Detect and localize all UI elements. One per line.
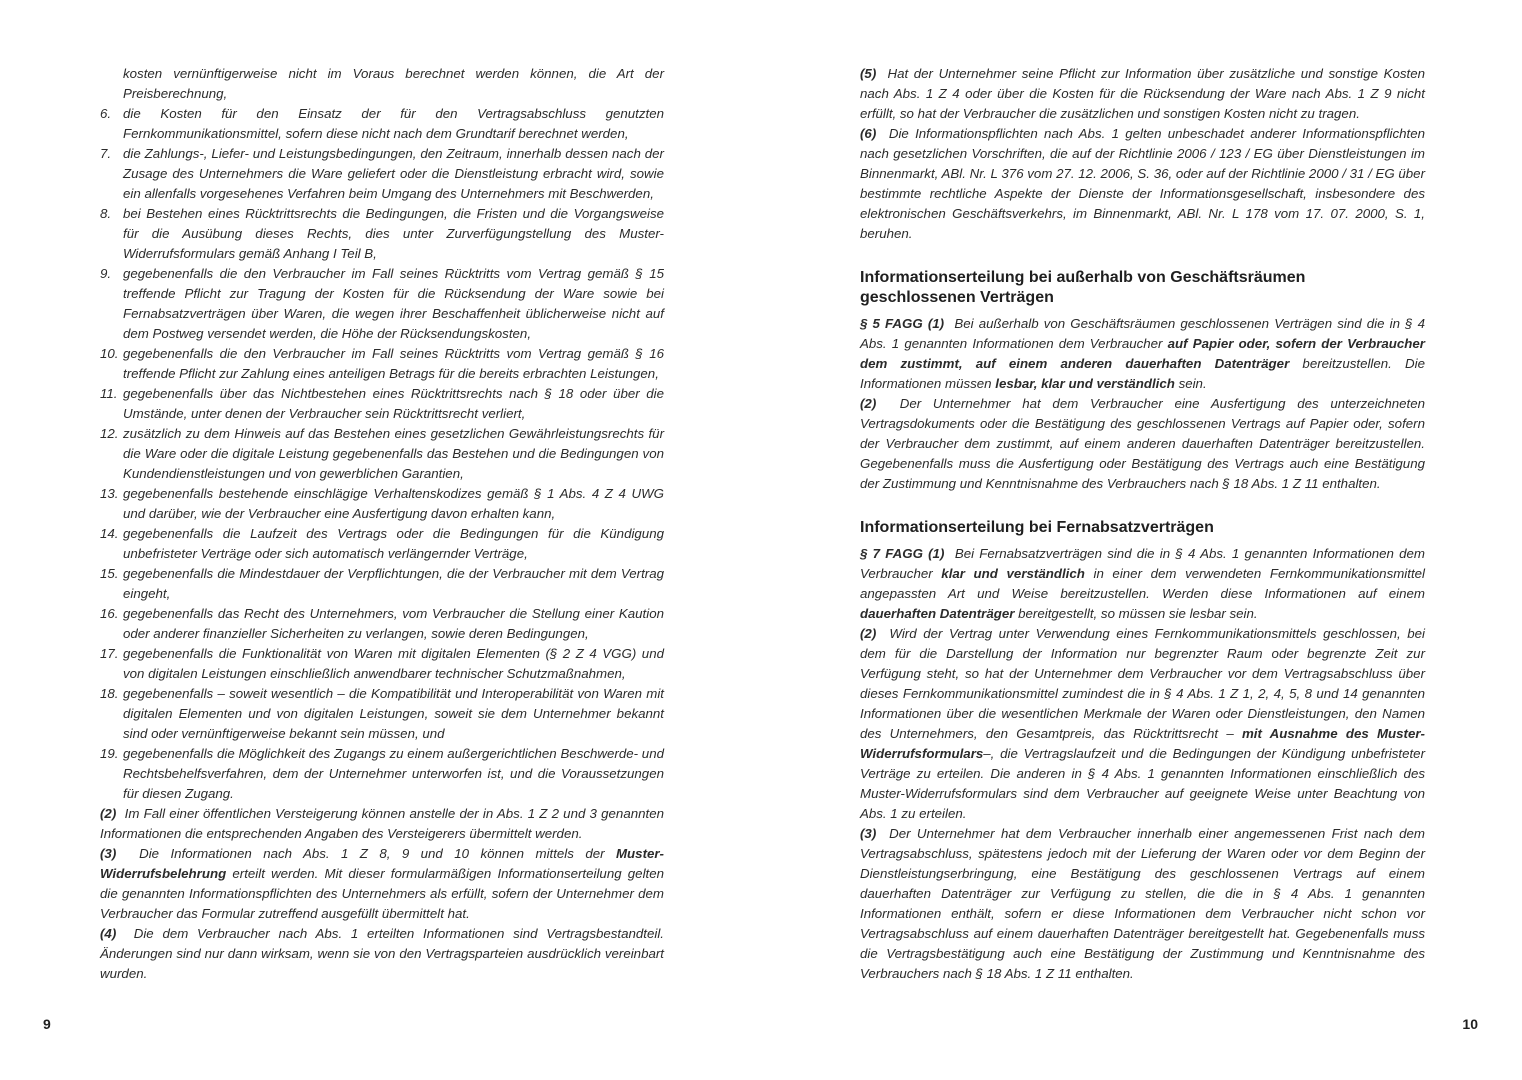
left-page — [100, 64, 664, 984]
paragraph-s7-3: (3) Der Unternehmer hat dem Verbraucher innerhalb einer angemessenen Frist nach dem Vertragsabschluss, spätestens jedoch mit der Lieferung der Waren oder vor dem Beginn der Dienstleistungserbringung, eine Bestätigung des geschlossenen Vertrags auf einem dauerhaften Datenträger zur Verfügung zu stellen, die die in § 4 Abs. 1 genannten Informationen enthält, sofern er diese Informationen dem Verbraucher nicht schon vor Vertragsabschluss auf einem dauerhaften Datenträger bereitgestellt hat. Gegebenenfalls muss die Vertragsbestätigung auch eine Bestätigung der Zustimmung und Kenntnisnahme des Verbrauchers nach § 18 Abs. 1 Z 11 enthalten. — [860, 826, 1426, 981]
list-item-number: 16. — [100, 606, 119, 621]
list-item — [100, 744, 664, 804]
list-item-number: 15. — [100, 566, 119, 581]
paragraph-s7-2: (2) Wird der Vertrag unter Verwendung eines Fernkommunikationsmittels geschlossen, bei dem für die Darstellung der Information nur begrenzter Raum oder begrenzte Zeit zur Verfügung steht, so hat der Unternehmer dem Verbraucher vor dem Vertragsabschluss über dieses Fernkommunikationsmittel zumindest die in § 4 Abs. 1 Z 1, 2, 4, 5, 8 und 14 genannten Informationen über die wesentlichen Merkmale der Waren oder Dienstleistungen, den Namen des Unternehmers, den Gesamtpreis, das Rücktrittsrecht – mit Ausnahme des Muster-Widerrufsformulars–, die Vertragslaufzeit und die Bedingungen der Kündigung unbefristeter Verträge zu erteilen. Die anderen in § 4 Abs. 1 genannten Informationen einschließlich des Muster-Widerrufsformulars sind dem Verbraucher auf geeignete Weise unter Beachtung von Abs. 1 zu erteilen. — [860, 626, 1426, 821]
list-item-number: 7. — [100, 146, 112, 161]
list-item-text: gegebenenfalls über das Nichtbestehen eines Rücktrittsrechts nach § 18 oder über die Umstände, unter denen der Verbraucher sein Rücktrittsrecht verliert, — [123, 386, 664, 421]
numbered-list — [100, 104, 664, 804]
section-heading-distance-contracts: Informationserteilung bei Fernabsatzverträgen — [860, 519, 1214, 536]
list-item-text: gegebenenfalls die den Verbraucher im Fall seines Rücktritts vom Vertrag gemäß § 16 treffende Pflicht zur Zahlung eines anteiligen Betrags für die bereits erbrachten Leistungen, — [123, 346, 664, 381]
paragraph-6: (6) Die Informationspflichten nach Abs. 1 gelten unbeschadet anderer Informationspflichten nach gesetzlichen Vorschriften, die auf der Richtlinie 2006 / 123 / EG über Dienstleistungen im Binnenmarkt, ABl. Nr. L 376 vom 27. 12. 2006, S. 36, oder auf der Richtlinie 2000 / 31 / EG über bestimmte rechtliche Aspekte der Dienste der Informationsgesellschaft, insbesondere des elektronischen Geschäftsverkehrs, im Binnenmarkt, ABl. Nr. L 178 vom 17. 07. 2000, S. 1, beruhen. — [860, 126, 1425, 241]
list-item — [100, 644, 664, 684]
list-item — [100, 524, 664, 564]
list-item-text: gegebenenfalls – soweit wesentlich – die Kompatibilität und Interoperabilität von Waren mit digitalen Elementen und von digitalen Leistungen, soweit sie dem Unternehmer bekannt sind oder vernünftigerweise bekannt sein müssen, und — [123, 686, 664, 741]
list-item-text: gegebenenfalls bestehende einschlägige Verhaltenskodizes gemäß § 1 Abs. 4 Z 4 UWG und darüber, wie der Verbraucher eine Ausfertigung davon erhalten kann, — [123, 486, 664, 521]
paragraph-3: (3) Die Informationen nach Abs. 1 Z 8, 9 und 10 können mittels der Muster-Widerrufsbelehrung erteilt werden. Mit dieser formularmäßigen Informationserteilung gelten die genannten Informationspflichten des Unternehmers als erfüllt, sofern der Unternehmer dem Verbraucher das Formular zutreffend ausgefüllt übermittelt hat. — [100, 846, 665, 921]
list-item — [100, 384, 664, 424]
list-item-text: gegebenenfalls die Möglichkeit des Zugangs zu einem außergerichtlichen Beschwerde- und Rechtsbehelfsverfahren, dem der Unternehmer unterworfen ist, und die Voraussetzungen für diesen Zugang. — [123, 746, 664, 801]
page-number-left: 9 — [43, 1016, 51, 1032]
paragraph-2: (2) Im Fall einer öffentlichen Versteigerung können anstelle der in Abs. 1 Z 2 und 3 genannten Informationen die entsprechenden Angaben des Versteigerers übermittelt werden. — [100, 806, 664, 841]
list-item — [100, 144, 664, 204]
paragraph-4: (4) Die dem Verbraucher nach Abs. 1 erteilten Informationen sind Vertragsbestandteil. Änderungen sind nur dann wirksam, wenn sie von den Vertragsparteien ausdrücklich vereinbart wurden. — [100, 926, 664, 981]
list-item-number: 10. — [100, 346, 119, 361]
list-item-text: bei Bestehen eines Rücktrittsrechts die Bedingungen, die Fristen und die Vorgangsweise für die Ausübung dieses Rechts, dies unter Zurverfügungstellung des Muster-Widerrufsformulars gemäß Anhang I Teil B, — [123, 206, 664, 261]
list-item — [100, 604, 664, 644]
list-item-text: zusätzlich zu dem Hinweis auf das Bestehen eines gesetzlichen Gewährleistungsrechts für die Ware oder die digitale Leistung gegebenenfalls das Bestehen und die Bedingungen von Kundendienstleistungen und von gewerblichen Garantien, — [123, 426, 664, 481]
list-item — [100, 204, 664, 264]
list-item — [100, 484, 664, 524]
list-item-text: gegebenenfalls das Recht des Unternehmers, vom Verbraucher die Stellung einer Kaution oder anderer finanzieller Sicherheiten zu verlangen, sowie deren Bedingungen, — [123, 606, 664, 641]
list-item — [100, 564, 664, 604]
list-item — [100, 424, 664, 484]
list-item-number: 8. — [100, 206, 112, 221]
list-item-number: 18. — [100, 686, 119, 701]
list-item-number: 17. — [100, 646, 119, 661]
list-item-number: 19. — [100, 746, 119, 761]
list-item — [100, 344, 664, 384]
paragraph-s7-1: § 7 FAGG (1) Bei Fernabsatzverträgen sind die in § 4 Abs. 1 genannten Informationen dem Verbraucher klar und verständlich in einer dem verwendeten Fernkommunikationsmittel angepassten Art und Weise bereitzustellen. Werden diese Informationen auf einem dauerhaften Datenträger bereitgestellt, so müssen sie lesbar sein. — [860, 546, 1425, 621]
list-item-number: 14. — [100, 526, 119, 541]
paragraph-s5-1: § 5 FAGG (1) Bei außerhalb von Geschäftsräumen geschlossenen Verträgen sind die in § 4 Abs. 1 genannten Informationen dem Verbraucher auf Papier oder, sofern der Verbraucher dem zustimmt, auf einem anderen dauerhaften Datenträger bereitzustellen. Die Informationen müssen lesbar, klar und verständlich sein. — [860, 316, 1426, 391]
list-item-number: 11. — [100, 386, 118, 401]
list-item-text: gegebenenfalls die Mindestdauer der Verpflichtungen, die der Verbraucher mit dem Vertrag eingeht, — [123, 566, 664, 601]
list-item-continuation: kosten vernünftigerweise nicht im Voraus berechnet werden können, die Art der Preisberechnung, — [123, 66, 664, 101]
right-page — [860, 64, 1425, 984]
list-item-text: die Kosten für den Einsatz der für den Vertragsabschluss genutzten Fernkommunikationsmittel, sofern diese nicht nach dem Grundtarif berechnet werden, — [123, 106, 664, 141]
paragraph-5: (5) Hat der Unternehmer seine Pflicht zur Information über zusätzliche und sonstige Kosten nach Abs. 1 Z 4 oder über die Kosten für die Rücksendung der Ware nach Abs. 1 Z 9 nicht erfüllt, so hat der Verbraucher die zusätzlichen und sonstigen Kosten nicht zu tragen. — [860, 66, 1426, 121]
section-heading-off-premises: Informationserteilung bei außerhalb von Geschäftsräumen geschlossenen Verträgen — [860, 269, 1306, 306]
list-item — [100, 684, 664, 744]
page-number-right: 10 — [1462, 1016, 1478, 1032]
list-item-number: 6. — [100, 106, 112, 121]
list-item — [100, 104, 664, 144]
list-item-text: gegebenenfalls die Laufzeit des Vertrags oder die Bedingungen für die Kündigung unbefristeter Verträge oder sich automatisch verlängernder Verträge, — [123, 526, 664, 561]
paragraph-s5-2: (2) Der Unternehmer hat dem Verbraucher eine Ausfertigung des unterzeichneten Vertragsdokuments oder die Bestätigung des geschlossenen Vertrags auf Papier oder, sofern der Verbraucher dem zustimmt, auf einem anderen dauerhaften Datenträger bereitzustellen. Gegebenenfalls muss die Ausfertigung oder Bestätigung des Vertrags auch eine Bestätigung der Zustimmung und Kenntnisnahme des Verbrauchers nach § 18 Abs. 1 Z 11 enthalten. — [860, 396, 1425, 491]
list-item-number: 13. — [100, 486, 119, 501]
list-item-text: gegebenenfalls die den Verbraucher im Fall seines Rücktritts vom Vertrag gemäß § 15 treffende Pflicht zur Tragung der Kosten für die Rücksendung der Ware sowie bei Fernabsatzverträgen über Waren, die wegen ihrer Beschaffenheit üblicherweise nicht auf dem Postweg versendet werden, die Höhe der Rücksendungskosten, — [123, 266, 664, 341]
list-item-text: gegebenenfalls die Funktionalität von Waren mit digitalen Elementen (§ 2 Z 4 VGG) und von digitalen Leistungen einschließlich anwendbarer technischer Schutzmaßnahmen, — [123, 646, 664, 681]
list-item-number: 12. — [100, 426, 119, 441]
list-item-text: die Zahlungs-, Liefer- und Leistungsbedingungen, den Zeitraum, innerhalb dessen nach der Zusage des Unternehmers die Ware geliefert oder die Dienstleistung erbracht wird, sowie ein allenfalls vorgesehenes Verfahren beim Umgang des Unternehmers mit Beschwerden, — [123, 146, 664, 201]
list-item — [100, 264, 664, 344]
list-item-number: 9. — [100, 266, 112, 281]
